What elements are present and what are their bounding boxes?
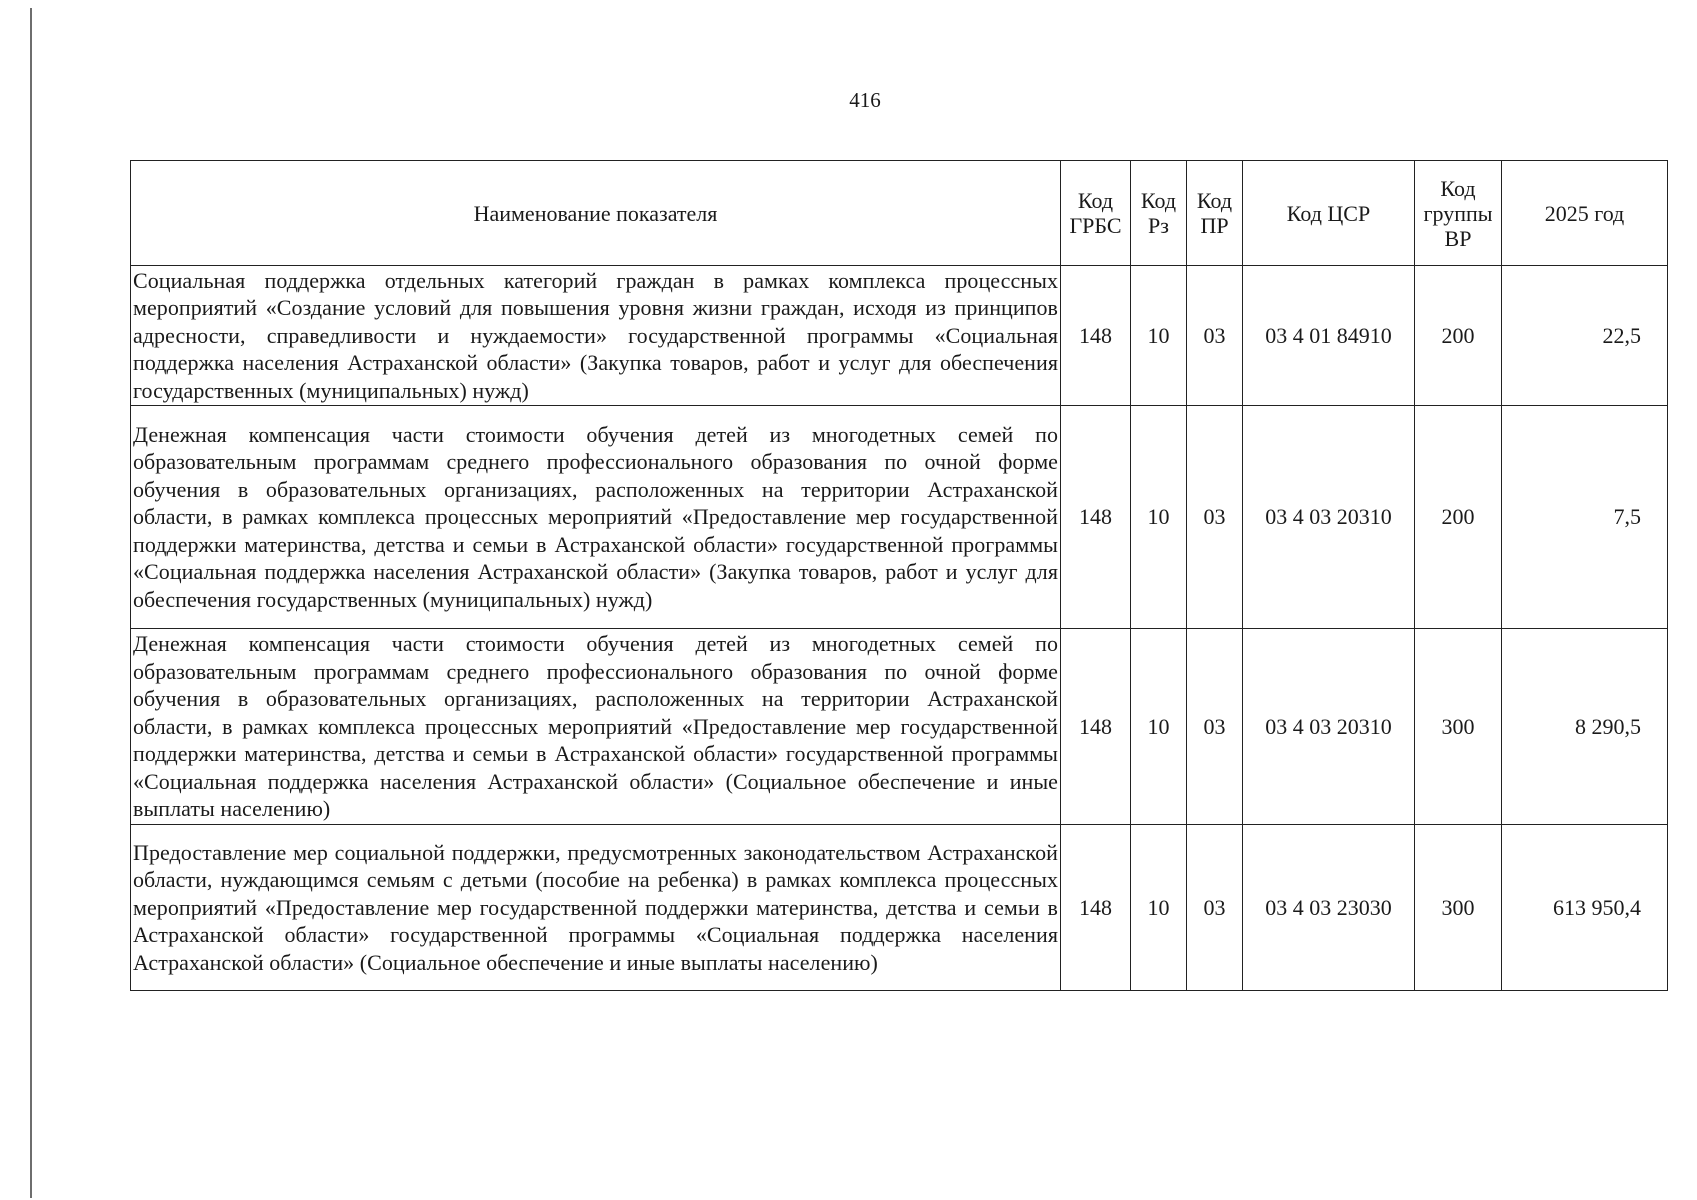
header-csr: Код ЦСР <box>1243 161 1415 266</box>
budget-table <box>130 160 1668 991</box>
table-row <box>131 406 1668 629</box>
header-rz: Код Рз <box>1131 161 1187 266</box>
table-row <box>131 629 1668 825</box>
row-name: Социальная поддержка отдельных категорий граждан в рамках комплекса процессных мероприятий «Создание условий для повышения уровня жизни граждан, исходя из принципов адресности, справедливости и нуждаемости» государственной программы «Социальная поддержка населения Астраханской области» (Закупка товаров, работ и услуг для обеспечения государственных (муниципальных) нужд) <box>131 266 1061 406</box>
page-number: 416 <box>849 88 881 112</box>
row-amount: 613 950,4 <box>1502 825 1668 991</box>
row-vr: 200 <box>1415 266 1502 406</box>
row-rz: 10 <box>1131 629 1187 825</box>
row-csr: 03 4 03 23030 <box>1243 825 1415 991</box>
row-amount: 7,5 <box>1502 406 1668 629</box>
header-name: Наименование показателя <box>131 161 1061 266</box>
row-name: Денежная компенсация части стоимости обучения детей из многодетных семей по образовательным программам среднего профессионального образования по очной форме обучения в образовательных организациях, расположенных на территории Астраханской области, в рамках комплекса процессных мероприятий «Предоставление мер государственной поддержки материнства, детства и семьи в Астраханской области» государственной программы «Социальная поддержка населения Астраханской области» (Социальное обеспечение и иные выплаты населению) <box>131 629 1061 825</box>
row-name: Предоставление мер социальной поддержки, предусмотренных законодательством Астраханской области, нуждающимся семьям с детьми (пособие на ребенка) в рамках комплекса процессных мероприятий «Предоставление мер государственной поддержки материнства, детства и семьи в Астраханской области» государственной программы «Социальная поддержка населения Астраханской области» (Социальное обеспечение и иные выплаты населению) <box>131 825 1061 991</box>
row-csr: 03 4 01 84910 <box>1243 266 1415 406</box>
table-row <box>131 266 1668 406</box>
row-grbs: 148 <box>1061 406 1131 629</box>
row-csr: 03 4 03 20310 <box>1243 629 1415 825</box>
header-pr: Код ПР <box>1187 161 1243 266</box>
row-amount: 8 290,5 <box>1502 629 1668 825</box>
row-rz: 10 <box>1131 406 1187 629</box>
header-grbs: Код ГРБС <box>1061 161 1131 266</box>
row-grbs: 148 <box>1061 629 1131 825</box>
row-name: Денежная компенсация части стоимости обучения детей из многодетных семей по образовательным программам среднего профессионального образования по очной форме обучения в образовательных организациях, расположенных на территории Астраханской области, в рамках комплекса процессных мероприятий «Предоставление мер государственной поддержки материнства, детства и семьи в Астраханской области» государственной программы «Социальная поддержка населения Астраханской области» (Закупка товаров, работ и услуг для обеспечения государственных (муниципальных) нужд) <box>131 406 1061 629</box>
row-vr: 300 <box>1415 629 1502 825</box>
scan-margin-line <box>30 8 32 1198</box>
row-grbs: 148 <box>1061 266 1131 406</box>
table-row <box>131 825 1668 991</box>
row-csr: 03 4 03 20310 <box>1243 406 1415 629</box>
row-pr: 03 <box>1187 266 1243 406</box>
row-grbs: 148 <box>1061 825 1131 991</box>
row-rz: 10 <box>1131 266 1187 406</box>
header-vr: Код группы ВР <box>1415 161 1502 266</box>
header-year: 2025 год <box>1502 161 1668 266</box>
row-vr: 300 <box>1415 825 1502 991</box>
row-rz: 10 <box>1131 825 1187 991</box>
row-vr: 200 <box>1415 406 1502 629</box>
table-header-row <box>131 161 1668 266</box>
row-pr: 03 <box>1187 406 1243 629</box>
row-pr: 03 <box>1187 825 1243 991</box>
row-amount: 22,5 <box>1502 266 1668 406</box>
row-pr: 03 <box>1187 629 1243 825</box>
